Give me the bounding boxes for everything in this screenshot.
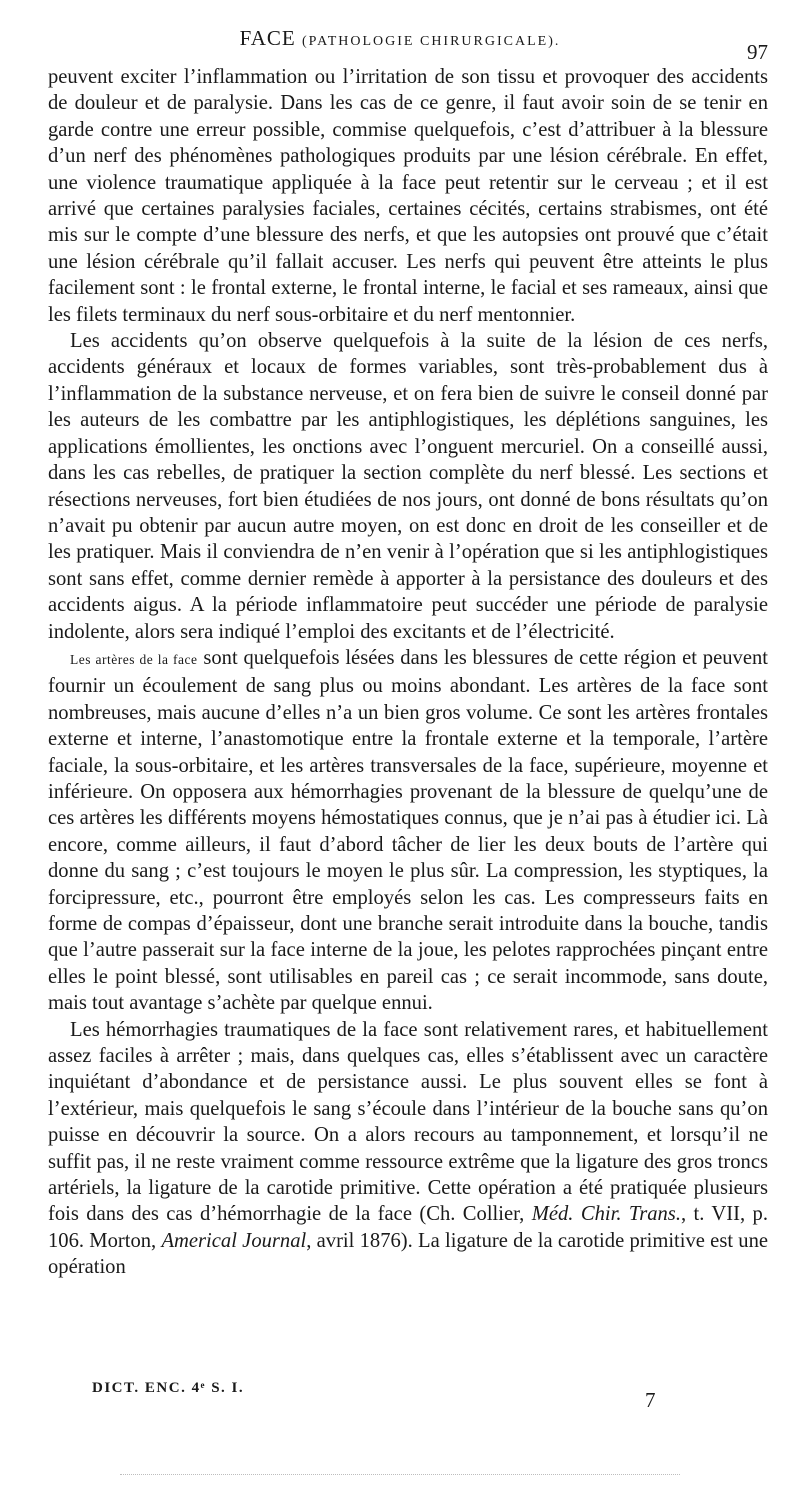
paragraph-4-text-c: , avril 1876). La ligature de la carotide primitive est une opération [48,1229,769,1279]
citation-americal-journal: Americal Journal [161,1229,307,1252]
paragraph-4 [48,1017,768,1281]
signature-mark: DICT. ENC. 4ᵉ S. I. [92,1380,245,1396]
paragraph-4-text-b: , t. VII, p. 106. Morton, [48,1203,769,1252]
section-lead-small-caps: Les artères de la face [70,651,198,667]
page-footer [0,1380,800,1420]
sheet-number: 7 [645,1388,656,1412]
citation-med-chir-trans: Méd. Chir. Trans. [531,1203,681,1226]
paragraph-2: Les accidents qu’on observe quelquefois à la suite de la lésion de ces nerfs, accidents généraux et locaux de formes variables, sont très-probablement dus à l’inflammation de la substance nerveuse, et on fera bien de suivre le conseil donné par les auteurs de les combattre par les antiphlogistiques, les déplétions sanguines, les applications émollientes, les onctions avec l’onguent mercuriel. On a conseillé aussi, dans les cas rebelles, de pratiquer la section complète du nerf blessé. Les sections et résections nerveuses, fort bien étudiées de nos jours, ont donné de bons résultats qu’on n’avait pu obtenir par aucun autre moyen, on est donc en droit de les conseiller et de les pratiquer. Mais il conviendra de n’en venir à l’opération que si les antiphlogistiques sont sans effet, comme dernier remède à apporter à la persistance des douleurs et des accidents aigus. A la période inflammatoire peut succéder une période de paralysie indolente, alors sera indiqué l’emploi des excitants et de l’électricité. [48,330,768,643]
header-title: FACE [239,26,296,50]
running-head [0,26,800,64]
page-number: 97 [747,40,768,64]
paragraph-4-text-a: Les hémorrhagies traumatiques de la face sont relativement rares, et habituellement assez faciles à arrêter ; mais, dans quelques cas, elles s’établissent avec un caractère inquiétant d’abondance et de persistance aussi. Le plus souvent elles se font à l’extérieur, mais quelquefois le sang s’écoule dans l’intérieur de la bouche sans qu’on puisse en découvrir la source. On a alors recours au tamponnement, et lorsqu’il ne suffit pas, il ne reste vraiment comme ressource extrême que la ligature des gros troncs artériels, la ligature de la carotide primitive. Cette opération a été pratiquée plusieurs fois dans des cas d’hémorrhagie de la face (Ch. Collier, [48,1018,768,1226]
paragraph-3-text: sont quelquefois lésées dans les blessures de cette région et peuvent fournir un écoulement de sang plus ou moins abondant. Les artères de la face sont nombreuses, mais aucune d’elles n’a un bien gros volume. Ce sont les artères frontales externe et interne, l’anastomotique entre la frontale externe et la temporale, l’artère faciale, la sous-orbitaire, et les artères transversales de la face, supérieure, moyenne et inférieure. On opposera aux hémorrhagies provenant de la blessure de quelqu’une de ces artères les différents moyens hémostatiques connus, que je n’ai pas à étudier ici. Là encore, comme ailleurs, il faut d’abord tâcher de lier les deux bouts de l’artère qui donne du sang ; c’est toujours le moyen le plus sûr. La compression, les styptiques, la forcipressure, etc., pourront être employés selon les cas. Les compresseurs faits en forme de compas d’épaisseur, dont une branche serait introduite dans la bouche, tandis que l’autre passerait sur la face interne de la joue, les pelotes rapprochées pinçant entre elles le point blessé, sont utilisables en pareil cas ; ce serait incommode, sans doute, mais tout avantage s’achète par quelque ennui. [48,646,768,1015]
body-text [48,64,768,1281]
running-title [0,26,800,51]
paragraph-1: peuvent exciter l’inflammation ou l’irritation de son tissu et provoquer des accidents de douleur et de paralysie. Dans les cas de ce genre, il faut avoir soin de se tenir en garde contre une erreur possible, commise quelquefois, c’est d’attribuer à la blessure d’un nerf des phénomènes pathologiques produits par une lésion cérébrale. En effet, une violence traumatique appliquée à la face peut retentir sur le cerveau ; et il est arrivé que certaines paralysies faciales, certaines cécités, certains strabismes, ont été mis sur le compte d’une blessure des nerfs, et que les autopsies ont prouvé que c’était une lésion cérébrale qu’il fallait accuser. Les nerfs qui peuvent être atteints le plus facilement sont : le frontal externe, le frontal interne, le facial et ses rameaux, ainsi que les filets terminaux du nerf sous-orbitaire et du nerf mentonnier. [48,66,768,326]
header-subtitle: (PATHOLOGIE CHIRURGICALE). [302,34,561,49]
bottom-dotted-rule [120,1474,680,1475]
paragraph-3 [48,645,768,1017]
